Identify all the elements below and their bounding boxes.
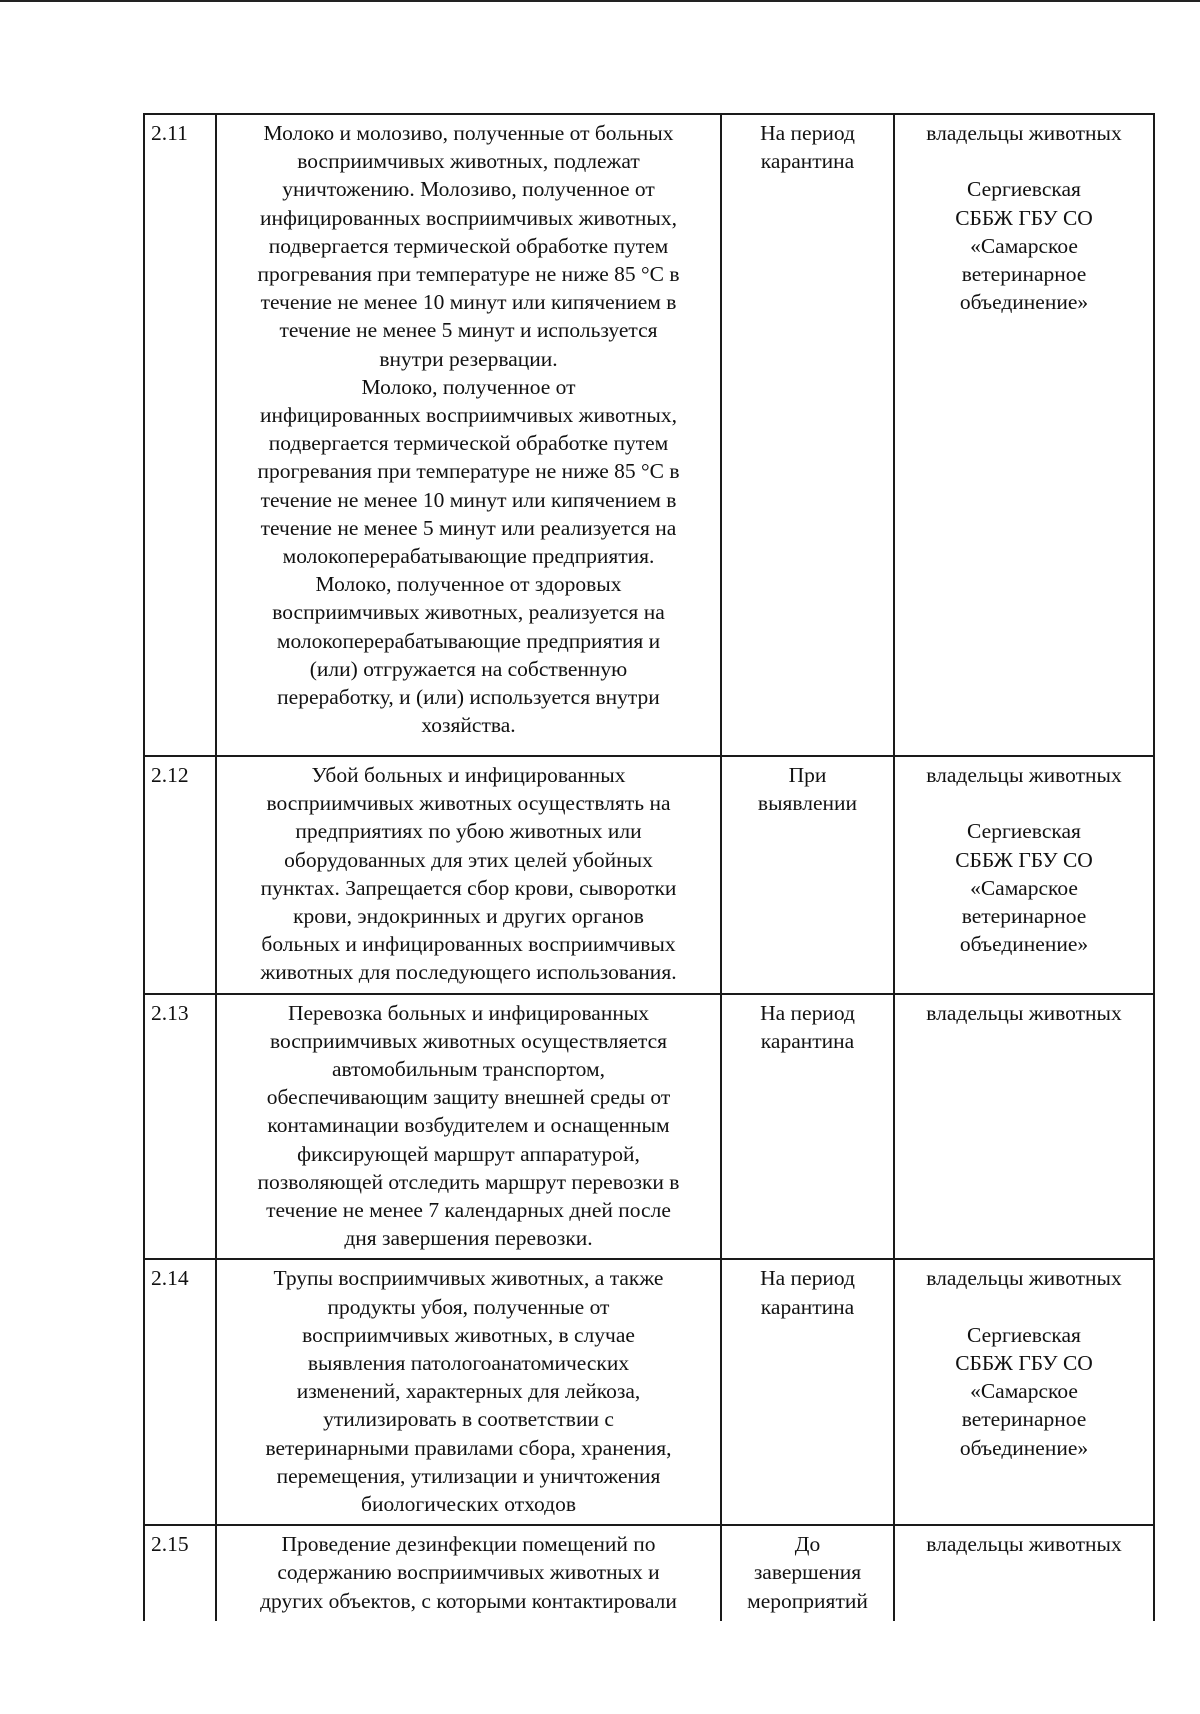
description-line: восприимчивых животных, в случае (302, 1322, 635, 1347)
description-line: Молоко, полученное от здоровых (315, 572, 622, 597)
description-line: инфицированных восприимчивых животных, (259, 403, 677, 428)
description-line: восприимчивых животных, реализуется на (272, 600, 665, 625)
description-line: Проведение дезинфекции помещений по (281, 1532, 656, 1557)
responsible-org-line: Сергиевская (967, 177, 1081, 202)
responsible-owner: владельцы животных (926, 1000, 1122, 1025)
description-line: утилизировать в соответствии с (323, 1407, 614, 1432)
responsible-owner: владельцы животных (926, 121, 1122, 145)
responsible-org-line: «Самарское (970, 875, 1078, 900)
description-line: уничтожению. Молозиво, полученное от (282, 177, 655, 202)
description-line: содержанию восприимчивых животных и (277, 1560, 660, 1585)
measure-term (721, 756, 894, 994)
description-line: (или) отгружается на собственную (309, 656, 628, 681)
measure-responsible (894, 1525, 1154, 1621)
description-line: Перевозка больных и инфицированных (287, 1000, 650, 1025)
description-line: других объектов, с которыми контактировали (260, 1588, 677, 1613)
description-line: течение не менее 10 минут или кипячением в (260, 487, 677, 512)
description-line: прогревания при температуре не ниже 85 °С в (257, 262, 680, 287)
measures-table-body (144, 114, 1154, 1621)
term-line: На период (760, 1000, 855, 1025)
term-line: На период (760, 121, 855, 145)
description-line: продукты убоя, полученные от (327, 1294, 610, 1319)
responsible-org-line: Сергиевская (967, 1322, 1081, 1347)
description-line: животных для последующего использования. (260, 960, 677, 985)
measure-description (216, 994, 721, 1260)
description-line: подвергается термической обработке путем (268, 431, 669, 456)
description-line: инфицированных восприимчивых животных, (259, 205, 677, 230)
table-row (144, 756, 1154, 994)
description-line: Молоко и молозиво, полученные от больных (263, 121, 674, 145)
measures-table (143, 113, 1155, 1621)
responsible-org-line: объединение» (959, 290, 1089, 315)
page-top-border (0, 0, 1200, 2)
description-line: позволяющей отследить маршрут перевозки в (257, 1169, 680, 1194)
responsible-owner: владельцы животных (926, 763, 1122, 787)
responsible-org-line: ветеринарное (961, 904, 1087, 928)
measure-term (721, 994, 894, 1260)
responsible-org-line: «Самарское (970, 233, 1078, 258)
description-line: обеспечивающим защиту внешней среды от (266, 1085, 671, 1110)
term-line: карантина (760, 149, 855, 174)
measure-description (216, 1525, 721, 1621)
responsible-org-line: СББЖ ГБУ СО (955, 847, 1093, 872)
measure-description (216, 1259, 721, 1525)
responsible-owner: владельцы животных (926, 1266, 1122, 1291)
description-line: течение не менее 5 минут и используется (279, 318, 658, 343)
description-line: перемещения, утилизации и уничтожения (276, 1463, 661, 1488)
description-line: восприимчивых животных осуществлять на (266, 791, 671, 816)
responsible-org-line: Сергиевская (967, 819, 1081, 844)
description-line: оборудованных для этих целей убойных (284, 847, 653, 872)
responsible-org-line: объединение» (959, 932, 1089, 957)
item-number: 2.15 (144, 1525, 216, 1621)
description-line: изменений, характерных для лейкоза, (296, 1379, 641, 1404)
term-line: мероприятий (747, 1588, 868, 1613)
item-number: 2.11 (144, 114, 216, 756)
item-number: 2.13 (144, 994, 216, 1260)
term-line: выявлении (757, 791, 858, 816)
term-line: При (788, 763, 827, 787)
measure-term (721, 1525, 894, 1621)
table-row (144, 1525, 1154, 1621)
table-row (144, 994, 1154, 1260)
table-row (144, 114, 1154, 756)
description-line: хозяйства. (421, 713, 516, 738)
description-line: фиксирующей маршрут аппаратурой, (297, 1141, 640, 1166)
description-line: автомобильным транспортом, (331, 1057, 606, 1082)
description-line: дня завершения перевозки. (344, 1226, 593, 1251)
term-line: карантина (760, 1294, 855, 1319)
measure-responsible (894, 1259, 1154, 1525)
description-line: больных и инфицированных восприимчивых (261, 932, 676, 957)
description-line: Молоко, полученное от (361, 374, 576, 399)
responsible-org-line: СББЖ ГБУ СО (955, 205, 1093, 230)
description-line: ветеринарными правилами сбора, хранения, (265, 1435, 672, 1460)
term-line: До (794, 1532, 821, 1557)
description-line: течение не менее 5 минут или реализуется на (260, 515, 677, 540)
responsible-owner: владельцы животных (926, 1532, 1122, 1557)
responsible-org-line: «Самарское (970, 1379, 1078, 1404)
description-line: течение не менее 7 календарных дней после (266, 1198, 671, 1223)
measure-term (721, 1259, 894, 1525)
measure-description (216, 114, 721, 756)
description-line: внутри резервации. (379, 346, 558, 371)
description-line: переработку, и (или) используется внутри (277, 685, 660, 710)
description-line: восприимчивых животных осуществляется (269, 1028, 668, 1053)
responsible-org-line: ветеринарное (961, 1407, 1087, 1432)
measure-responsible (894, 994, 1154, 1260)
responsible-org-line: ветеринарное (961, 262, 1087, 286)
description-line: пунктах. Запрещается сбор крови, сыворотки (260, 875, 677, 900)
description-line: Убой больных и инфицированных (311, 763, 626, 787)
measure-responsible (894, 756, 1154, 994)
responsible-org-line: объединение» (959, 1435, 1089, 1460)
responsible-org-line: СББЖ ГБУ СО (955, 1351, 1093, 1376)
item-number: 2.14 (144, 1259, 216, 1525)
description-line: молокоперерабатывающие предприятия. (282, 544, 655, 569)
term-line: карантина (760, 1028, 855, 1053)
term-line: завершения (753, 1560, 862, 1585)
description-line: Трупы восприимчивых животных, а также (273, 1266, 664, 1291)
description-line: предприятиях по убою животных или (295, 819, 642, 844)
description-line: крови, эндокринных и других органов (293, 904, 644, 929)
description-line: контаминации возбудителем и оснащенным (267, 1113, 670, 1138)
description-line: восприимчивых животных, подлежат (297, 149, 640, 174)
description-line: течение не менее 10 минут или кипячением в (260, 290, 677, 315)
term-line: На период (760, 1266, 855, 1291)
table-row (144, 1259, 1154, 1525)
description-line: выявления патологоанатомических (307, 1351, 630, 1376)
item-number: 2.12 (144, 756, 216, 994)
description-line: молокоперерабатывающие предприятия и (276, 628, 661, 653)
description-line: подвергается термической обработке путем (268, 233, 669, 258)
measure-description (216, 756, 721, 994)
description-line: биологических отходов (361, 1492, 576, 1517)
measure-term (721, 114, 894, 756)
measure-responsible (894, 114, 1154, 756)
description-line: прогревания при температуре не ниже 85 °С в (257, 459, 680, 484)
